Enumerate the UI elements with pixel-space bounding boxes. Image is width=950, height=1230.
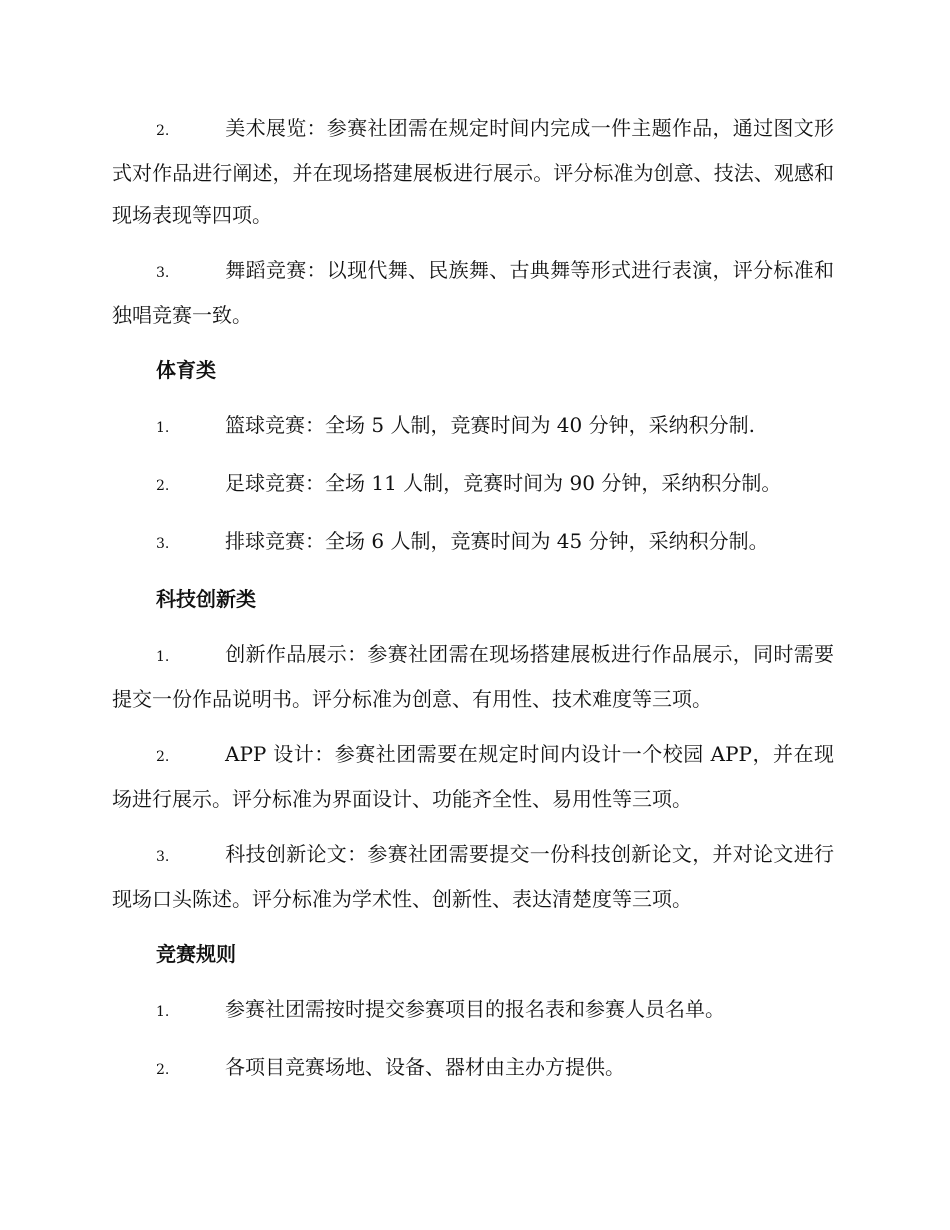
list-number: 3. xyxy=(156,849,170,865)
document-page xyxy=(112,107,834,1104)
list-number: 3. xyxy=(156,265,170,281)
list-text: 创新作品展示：参赛社团需在现场搭建展板进行作品展示，同时需要提交一份作品说明书。评分标准为创意、有用性、技术难度等三项。 xyxy=(112,642,834,711)
list-text: APP 设计：参赛社团需要在规定时间内设计一个校园 APP，并在现场进行展示。评分标准为界面设计、功能齐全性、易用性等三项。 xyxy=(112,742,834,811)
list-item xyxy=(112,520,834,565)
list-text: 各项目竞赛场地、设备、器材由主办方提供。 xyxy=(225,1055,625,1079)
list-item xyxy=(112,1046,834,1091)
list-number: 2. xyxy=(156,749,170,765)
list-item xyxy=(112,249,834,336)
list-text: 足球竞赛：全场 11 人制，竞赛时间为 90 分钟，采纳积分制。 xyxy=(225,471,782,495)
list-number: 1. xyxy=(156,1004,170,1020)
list-item xyxy=(112,107,834,236)
section-heading-sports: 体育类 xyxy=(156,358,216,382)
list-number: 2. xyxy=(156,1062,170,1078)
list-number: 3. xyxy=(156,536,170,552)
list-item xyxy=(112,988,834,1033)
list-text: 科技创新论文：参赛社团需要提交一份科技创新论文，并对论文进行现场口头陈述。评分标准为学术性、创新性、表达清楚度等三项。 xyxy=(112,842,834,911)
section-heading-rules: 竞赛规则 xyxy=(156,942,236,966)
list-number: 2. xyxy=(156,478,170,494)
list-item xyxy=(112,833,834,920)
list-item xyxy=(112,733,834,820)
list-item xyxy=(112,633,834,720)
list-item xyxy=(112,404,834,449)
list-text: 舞蹈竞赛：以现代舞、民族舞、古典舞等形式进行表演，评分标准和独唱竞赛一致。 xyxy=(112,258,834,327)
list-item xyxy=(112,462,834,507)
list-number: 1. xyxy=(156,649,170,665)
list-text: 美术展览：参赛社团需在规定时间内完成一件主题作品，通过图文形式对作品进行阐述，并在现场搭建展板进行展示。评分标准为创意、技法、观感和现场表现等四项。 xyxy=(112,116,834,227)
list-text: 篮球竞赛：全场 5 人制，竞赛时间为 40 分钟，采纳积分制. xyxy=(225,413,755,437)
section-heading-tech: 科技创新类 xyxy=(156,587,256,611)
list-number: 2. xyxy=(156,123,170,139)
list-text: 排球竞赛：全场 6 人制，竞赛时间为 45 分钟，采纳积分制。 xyxy=(225,529,769,553)
list-number: 1. xyxy=(156,420,170,436)
list-text: 参赛社团需按时提交参赛项目的报名表和参赛人员名单。 xyxy=(225,997,725,1021)
